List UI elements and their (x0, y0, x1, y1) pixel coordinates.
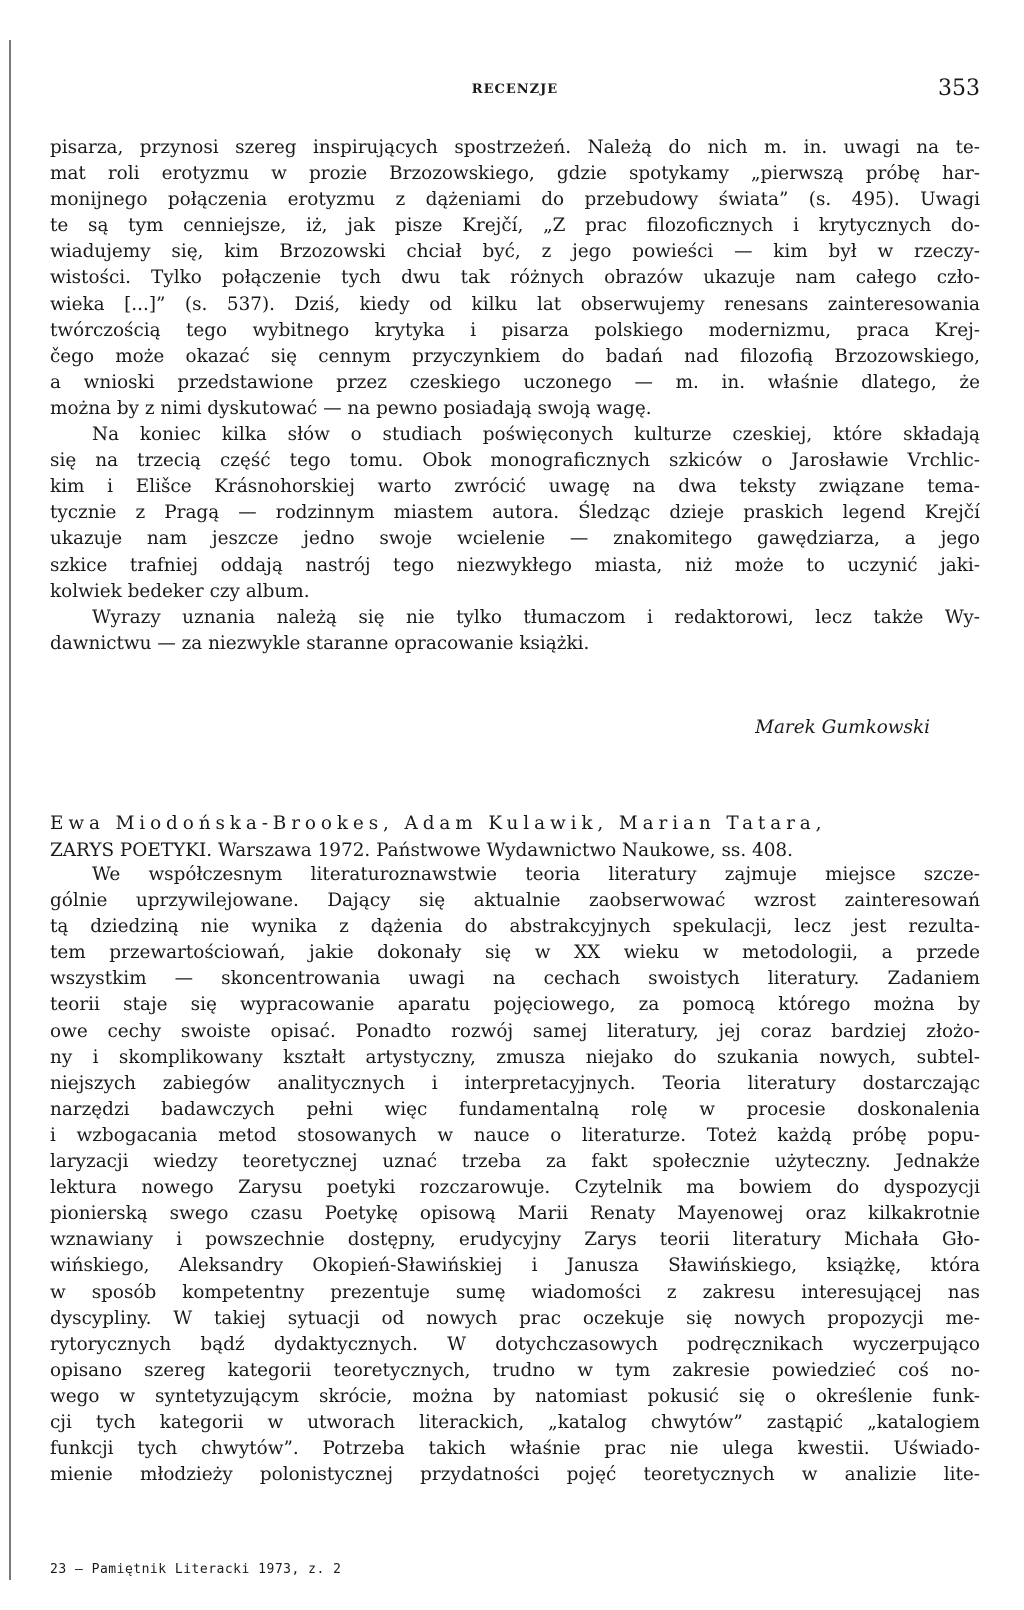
review-2-heading (50, 810, 980, 864)
scan-edge-line (9, 40, 11, 1580)
text-line: wszystkim — skoncentrowania uwagi na cechach swoistych literatury. Zadaniem (50, 968, 980, 990)
text-line: narzędzi badawczych pełni więc fundamentalną rolę w procesie doskonalenia (50, 1098, 980, 1120)
text-line: opisano szereg kategorii teoretycznych, trudno w tym zakresie powiedzieć coś no- (50, 1359, 980, 1381)
text-line: owe cechy swoiste opisać. Ponadto rozwój samej literatury, jej coraz bardziej złożo- (50, 1020, 980, 1042)
text-line: szkice trafniej oddają nastrój tego niezwykłego miasta, niż może to uczynić jaki- (50, 554, 980, 576)
text-line: w sposób kompetentny prezentuje sumę wiadomości z zakresu interesującej nas (50, 1281, 980, 1303)
text-line: tycznie z Pragą — rodzinnym miastem autora. Śledząc dzieje praskich legend Krejčí (50, 502, 980, 524)
text-line: monijnego połączenia erotyzmu z dążeniami do przebudowy świata” (s. 495). Uwagi (50, 189, 980, 211)
page-header (50, 76, 980, 106)
text-line: rytorycznych bądź dydaktycznych. W dotychczasowych podręcznikach wyczerpująco (50, 1333, 980, 1355)
text-line: wińskiego, Aleksandry Okopień-Sławińskiej i Janusza Sławińskiego, książkę, która (50, 1255, 980, 1277)
text-line: kim i Elišce Krásnohorskiej warto zwrócić uwagę na dwa teksty związane tema- (50, 476, 980, 498)
text-line: funkcji tych chwytów”. Potrzeba takich właśnie prac nie ulega kwestii. Uświado- (50, 1438, 980, 1460)
text-line: wieka [...]” (s. 537). Dziś, kiedy od kilku lat obserwujemy renesans zainteresowania (50, 293, 980, 315)
book-bibliography: ZARYS POETYKI. Warszawa 1972. Państwowe Wydawnictwo Naukowe, ss. 408. (50, 840, 793, 861)
text-line: ny i skomplikowany kształt artystyczny, zmusza niejako do szukania nowych, subtel- (50, 1046, 980, 1068)
reviewer-signature: Marek Gumkowski (755, 717, 930, 738)
text-line: ukazuje nam jeszcze jedno swoje wcielenie — znakomitego gawędziarza, a jego (50, 528, 980, 550)
text-line: čego może okazać się cennym przyczynkiem do badań nad filozofią Brzozowskiego, (50, 345, 980, 367)
text-line: pionierską swego czasu Poetykę opisową Marii Renaty Mayenowej oraz kilkakrotnie (50, 1203, 980, 1225)
text-line: We współczesnym literaturoznawstwie teoria literatury zajmuje miejsce szcze- (92, 864, 980, 885)
text-line: laryzacji wiedzy teoretycznej uznać trzeba za fakt społecznie użyteczny. Jednakże (50, 1151, 980, 1173)
text-line: gólnie uprzywilejowane. Dający się aktualnie zaobserwować wzrost zainteresowań (50, 890, 980, 912)
text-line: cji tych kategorii w utworach literackich, „katalog chwytów” zastąpić „katalogiem (50, 1411, 980, 1433)
review-2-text (50, 862, 980, 1488)
text-line: tem przewartościowań, jakie dokonały się w XX wieku w metodologii, a przede (50, 942, 980, 964)
text-line: pisarza, przynosi szereg inspirujących spostrzeżeń. Należą do nich m. in. uwagi na te- (50, 137, 980, 158)
text-line: te są tym cenniejsze, iż, jak pisze Krejčí, „Z prac filozoficznych i krytycznych do- (50, 215, 980, 237)
text-line: kolwiek bedeker czy album. (50, 580, 310, 602)
page-footer: 23 — Pamiętnik Literacki 1973, z. 2 (50, 1562, 342, 1577)
text-line: wego w syntetyzującym skrócie, można by natomiast pokusić się o określenie funk- (50, 1385, 980, 1407)
text-line: a wnioski przedstawione przez czeskiego uczonego — m. in. właśnie dlatego, że (50, 371, 980, 393)
running-head: RECENZJE (471, 82, 559, 97)
text-line: wistości. Tylko połączenie tych dwu tak różnych obrazów ukazuje nam całego czło- (50, 267, 980, 289)
text-line: mat roli erotyzmu w prozie Brzozowskiego, gdzie spotykamy „pierwszą próbę har- (50, 163, 980, 185)
text-line: niejszych zabiegów analitycznych i interpretacyjnych. Teoria literatury dostarczając (50, 1072, 980, 1094)
text-line: Na koniec kilka słów o studiach poświęconych kulturze czeskiej, które składają (92, 424, 980, 446)
text-line: twórczością tego wybitnego krytyka i pisarza polskiego modernizmu, praca Krej- (50, 319, 980, 341)
text-line: teorii staje się wypracowanie aparatu pojęciowego, za pomocą którego można by (50, 994, 980, 1016)
book-authors: Ewa Miodońska-Brookes, Adam Kulawik, Marian Tatara, (50, 813, 827, 834)
text-line: dyscypliny. W takiej sytuacji od nowych prac oczekuje się nowych propozycji me- (50, 1307, 980, 1329)
text-line: Wyrazy uznania należą się nie tylko tłumaczom i redaktorowi, lecz także Wy- (92, 606, 980, 628)
text-line: tą dziedziną nie wynika z dążenia do abstrakcyjnych spekulacji, lecz jest rezulta- (50, 916, 980, 938)
text-line: się na trzecią część tego tomu. Obok monograficznych szkiców o Jarosławie Vrchlic- (50, 450, 980, 472)
page-number: 353 (938, 76, 980, 101)
text-line: wznawiany i powszechnie dostępny, erudycyjny Zarys teorii literatury Michała Gło- (50, 1229, 980, 1251)
text-line: można by z nimi dyskutować — na pewno posiadają swoją wagę. (50, 397, 652, 419)
review-1-text (50, 135, 980, 657)
text-line: wiadujemy się, kim Brzozowski chciał być, z jego powieści — kim był w rzeczy- (50, 241, 980, 263)
text-line: lektura nowego Zarysu poetyki rozczarowuje. Czytelnik ma bowiem do dyspozycji (50, 1177, 980, 1199)
text-line: mienie młodzieży polonistycznej przydatności pojęć teoretycznych w analizie lite- (50, 1464, 980, 1486)
text-line: i wzbogacania metod stosowanych w nauce o literaturze. Toteż każdą próbę popu- (50, 1124, 980, 1146)
text-line: dawnictwu — za niezwykle staranne opracowanie książki. (50, 632, 590, 654)
